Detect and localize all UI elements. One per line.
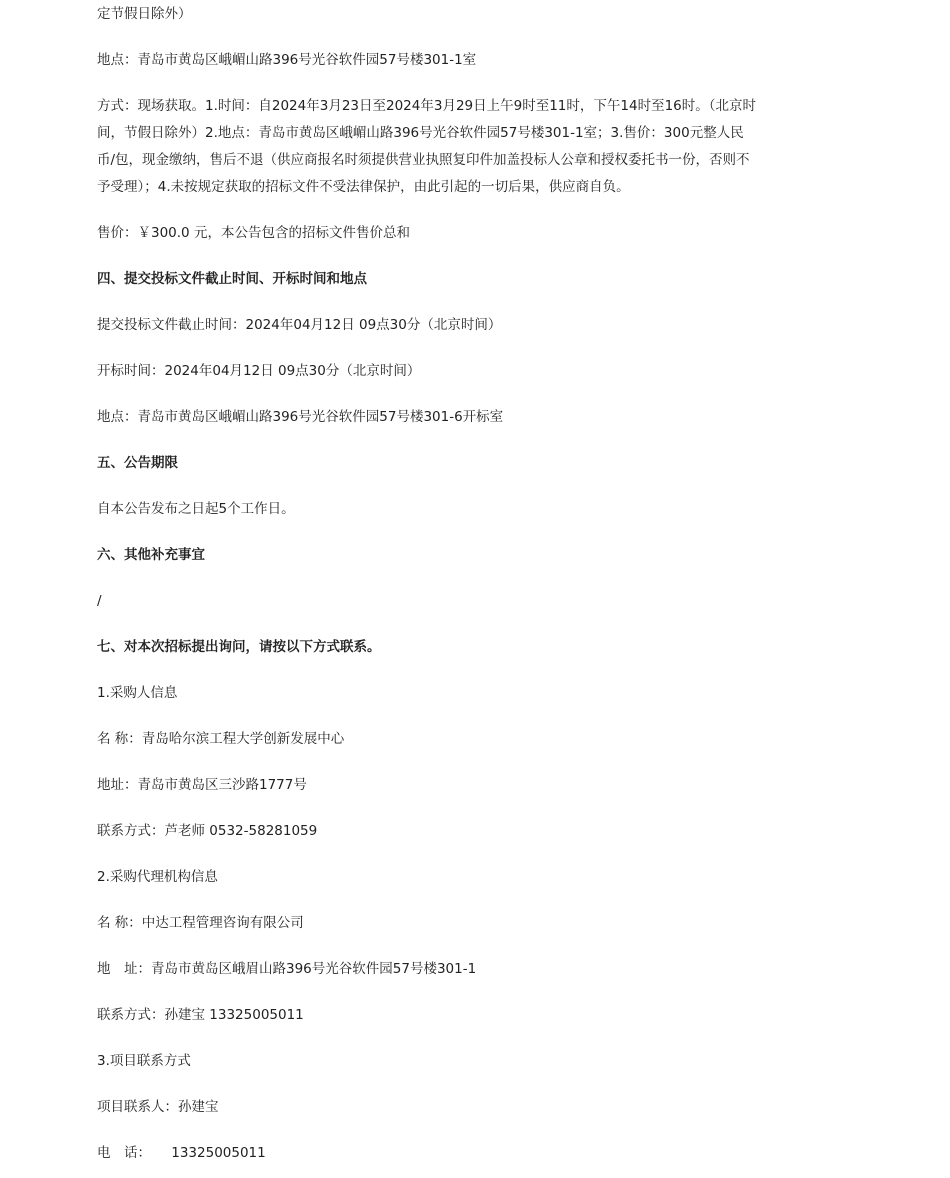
agency-address: 地 址：青岛市黄岛区峨眉山路396号光谷软件园57号楼301-1 — [97, 961, 477, 977]
purchaser-address: 地址：青岛市黄岛区三沙路1777号 — [97, 777, 307, 793]
section-heading-other: 六、其他补充事宜 — [97, 547, 205, 563]
section-heading-contact: 七、对本次招标提出询问，请按以下方式联系。 — [97, 639, 381, 655]
project-contact-person: 项目联系人：孙建宝 — [97, 1099, 219, 1115]
paragraph-submission-deadline: 提交投标文件截止时间：2024年04月12日 09点30分（北京时间） — [97, 317, 502, 333]
subheading-agency: 2.采购代理机构信息 — [97, 869, 218, 885]
subheading-project-contact: 3.项目联系方式 — [97, 1053, 191, 1069]
section-heading-deadline: 四、提交投标文件截止时间、开标时间和地点 — [97, 271, 367, 287]
section-heading-period: 五、公告期限 — [97, 455, 178, 471]
paragraph-other: / — [97, 593, 102, 609]
paragraph-location: 地点：青岛市黄岛区峨嵋山路396号光谷软件园57号楼301-1室 — [97, 52, 477, 68]
project-contact-phone: 电 话： 13325005011 — [97, 1145, 266, 1161]
agency-name: 名 称：中达工程管理咨询有限公司 — [97, 915, 304, 931]
announcement-body — [97, 0, 757, 1167]
subheading-purchaser: 1.采购人信息 — [97, 685, 178, 701]
purchaser-name: 名 称：青岛哈尔滨工程大学创新发展中心 — [97, 731, 345, 747]
purchaser-contact: 联系方式：芦老师 0532-58281059 — [97, 823, 318, 839]
paragraph-holiday-note: 定节假日除外） — [97, 6, 192, 22]
paragraph-opening-location: 地点：青岛市黄岛区峨嵋山路396号光谷软件园57号楼301-6开标室 — [97, 409, 504, 425]
paragraph-price: 售价：￥300.0 元，本公告包含的招标文件售价总和 — [97, 225, 410, 241]
agency-contact: 联系方式：孙建宝 13325005011 — [97, 1007, 304, 1023]
paragraph-opening-time: 开标时间：2024年04月12日 09点30分（北京时间） — [97, 363, 421, 379]
paragraph-period: 自本公告发布之日起5个工作日。 — [97, 501, 295, 517]
paragraph-method: 方式：现场获取。1.时间：自2024年3月23日至2024年3月29日上午9时至11时，下午14时至16时。（北京时间，节假日除外）2.地点：青岛市黄岛区峨嵋山路396号光谷软件园57号楼301-1室；3.售价：300元整人民币/包，现金缴纳，售后不退（供应商报名时须提供营业执照复印件加盖投标人公章和授权委托书一份，否则不予受理）；4.未按规定获取的招标文件不受法律保护，由此引起的一切后果，供应商自负。 — [97, 98, 757, 195]
